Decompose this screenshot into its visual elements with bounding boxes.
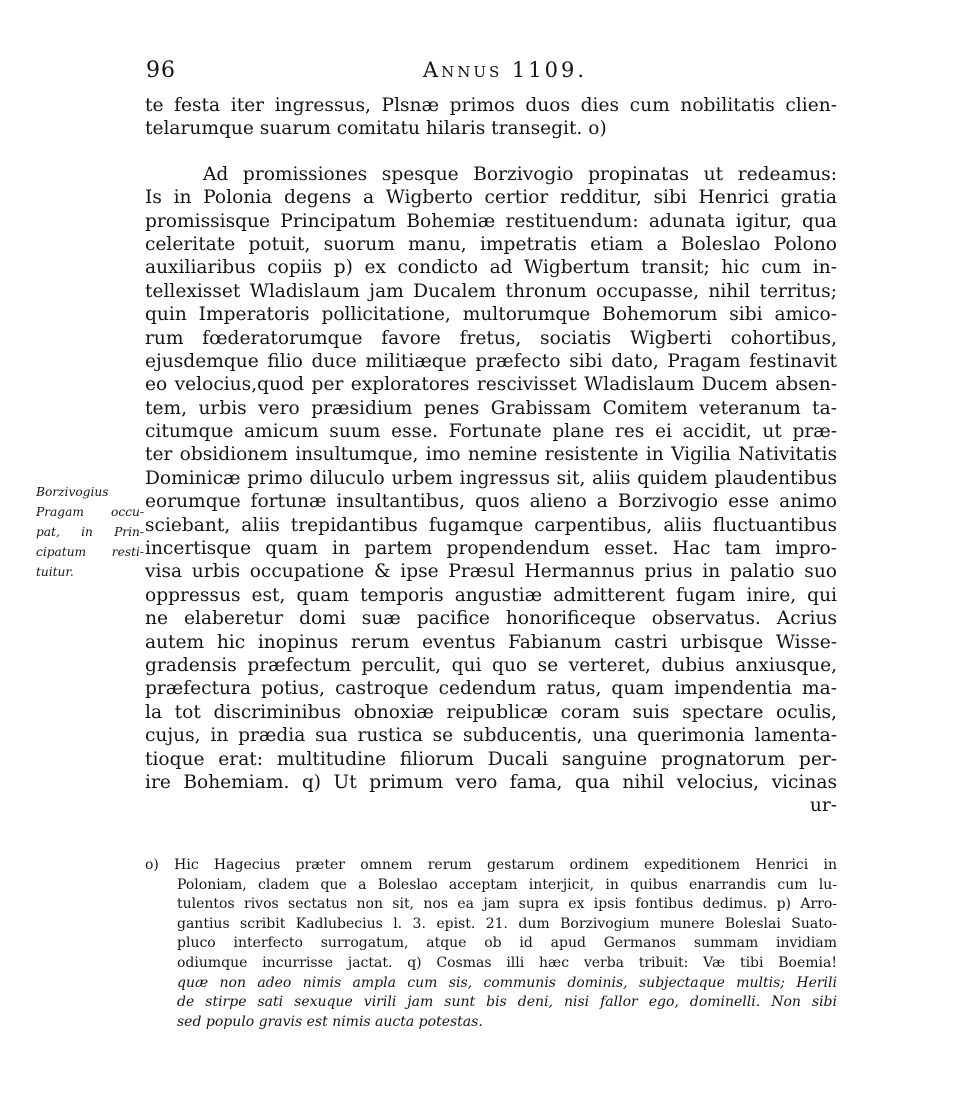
text-line: ejusdemque filio duce militiæque præfecto sibi dato, Pragam festinavit <box>145 350 837 372</box>
footnote-line: pluco interfecto surrogatum, atque ob id apud Germanos summam invidiam <box>177 935 837 952</box>
text-line: gradensis præfectum perculit, qui quo se verteret, dubius anxiusque, <box>145 654 837 676</box>
footnote-line: quæ non adeo nimis ampla cum sis, communis dominis, subjectaque multis; Herili <box>177 974 837 991</box>
margin-note <box>36 482 144 582</box>
text-line: citumque amicum suum esse. Fortunate plane res ei accidit, ut præ- <box>145 421 837 443</box>
text-line: incertisque quam in partem propendendum esset. Hac tam impro- <box>145 538 837 560</box>
text-line: te festa iter ingressus, Plsnæ primos duos dies cum nobilitatis clien- <box>145 95 837 116</box>
footnotes <box>145 856 837 1032</box>
page-number: 96 <box>146 58 176 83</box>
text-line: ne elaberetur domi suæ pacifice honorificeque observatus. Acrius <box>145 608 837 630</box>
text-line: autem hic inopinus rerum eventus Fabianum castri urbisque Wisse- <box>145 631 837 653</box>
footnote-line: de stirpe sati sexuque virili jam sunt bis deni, nisi fallor ego, dominelli. Non sibi <box>177 994 837 1011</box>
paragraph-gap <box>145 141 837 163</box>
footnote-line: tulentos rivos sectatus non sit, nos ea jam supra ex ipsis fontibus dedimus. p) Arro- <box>177 896 837 913</box>
margin-note-line: tuitur. <box>36 565 74 579</box>
margin-note-line: cipatum resti- <box>36 545 144 559</box>
text-line: Ad promissiones spesque Borzivogio propinatas ut redeamus: <box>203 163 837 185</box>
text-line: ter obsidionem insultumque, imo nemine resistente in Vigilia Nativitatis <box>145 444 837 466</box>
footnote-line: gantius scribit Kadlubecius l. 3. epist. 21. dum Borzivogium munere Boleslai Suato- <box>177 915 837 932</box>
margin-note-line: pat, in Prin- <box>36 525 144 539</box>
footnote-line: Poloniam, cladem que a Boleslao acceptam interjicit, in quibus enarrandis cum lu- <box>177 876 837 893</box>
text-line: la tot discriminibus obnoxiæ reipublicæ coram suis spectare oculis, <box>145 701 837 723</box>
footnote-line: odiumque incurrisse jactat. q) Cosmas illi hæc verba tribuit: Væ tibi Boemia! <box>177 954 837 971</box>
text-line: eo velocius,quod per exploratores rescivisset Wladislaum Ducem absen- <box>145 374 837 396</box>
catchword: ur- <box>809 795 837 817</box>
text-line: Is in Polonia degens a Wigberto certior redditur, sibi Henrici gratia <box>145 187 837 209</box>
text-line: auxiliaribus copiis p) ex condicto ad Wigbertum transit; hic cum in- <box>145 257 837 279</box>
main-text <box>145 94 837 818</box>
text-line: tioque erat: multitudine filiorum Ducali sanguine prognatorum per- <box>145 748 837 770</box>
text-line: visa urbis occupatione & ipse Præsul Hermannus prius in palatio suo <box>145 561 837 583</box>
text-line: eorumque fortunæ insultantibus, quos alieno a Borzivogio esse animo <box>145 491 837 513</box>
text-line: celeritate potuit, suorum manu, impetratis etiam a Boleslao Polono <box>145 233 837 255</box>
text-line: Dominicæ primo diluculo urbem ingressus sit, aliis quidem plaudentibus <box>145 467 837 489</box>
text-line: oppressus est, quam temporis angustiæ admitterent fugam inire, qui <box>145 584 837 606</box>
text-line: quin Imperatoris pollicitatione, multorumque Bohemorum sibi amico- <box>145 304 837 326</box>
footnote-line: sed populo gravis est nimis aucta potestas. <box>177 1013 483 1030</box>
text-line: præfectura potius, castroque cedendum ratus, quam impendentia ma- <box>145 678 837 700</box>
text-line: promissisque Principatum Bohemiæ restituendum: adunata igitur, qua <box>145 210 837 232</box>
margin-note-line: Pragam occu- <box>36 505 144 519</box>
text-line: tellexisset Wladislaum jam Ducalem thronum occupasse, nihil territus; <box>145 280 837 302</box>
text-line: telarumque suarum comitatu hilaris transegit. o) <box>145 118 607 140</box>
running-title: Annus 1109. <box>422 58 588 82</box>
text-line: cujus, in prædia sua rustica se subducentis, una querimonia lamenta- <box>145 725 837 747</box>
running-head <box>0 58 960 88</box>
text-line: rum fœderatorumque favore fretus, sociatis Wigberti cohortibus, <box>145 327 837 349</box>
text-line: sciebant, aliis trepidantibus fugamque carpentibus, aliis fluctuantibus <box>145 514 837 536</box>
margin-note-line: Borzivogius <box>36 485 109 499</box>
text-line: tem, urbis vero præsidium penes Grabissam Comitem veteranum ta- <box>145 397 837 419</box>
text-line: ire Bohemiam. q) Ut primum vero fama, qua nihil velocius, vicinas <box>145 771 837 793</box>
footnote-line: o) Hic Hagecius præter omnem rerum gestarum ordinem expeditionem Henrici in <box>145 857 837 873</box>
